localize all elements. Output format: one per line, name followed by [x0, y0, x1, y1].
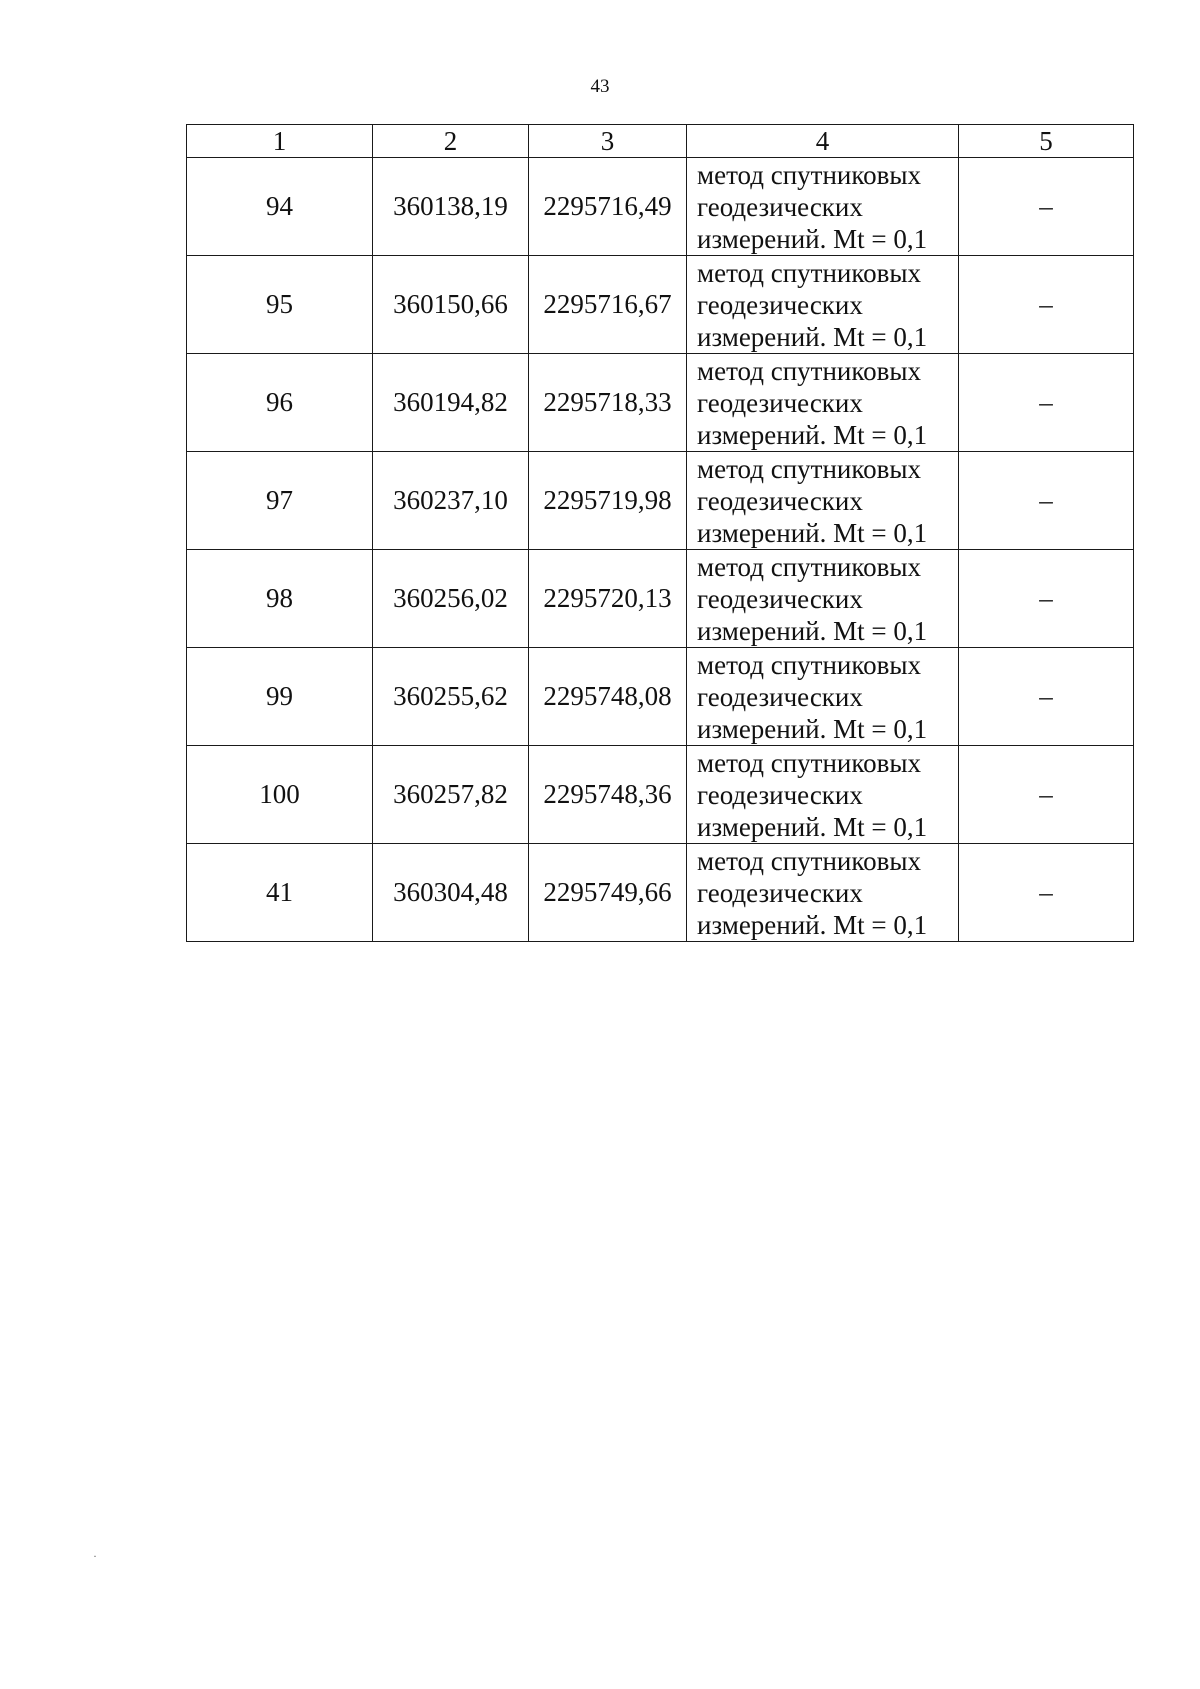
method-description	[687, 550, 959, 648]
method-line: метод спутниковых	[697, 845, 921, 876]
coordinate-y: 2295748,08	[529, 648, 687, 746]
method-line: измерений. Mt = 0,1	[697, 517, 928, 548]
method-line: измерений. Mt = 0,1	[697, 909, 928, 940]
note-dash: –	[959, 354, 1134, 452]
point-number: 96	[187, 354, 373, 452]
coordinate-y: 2295719,98	[529, 452, 687, 550]
method-line: геодезических	[697, 485, 863, 516]
method-line: геодезических	[697, 387, 863, 418]
table-row	[187, 354, 1134, 452]
method-line: метод спутниковых	[697, 355, 921, 386]
method-line: измерений. Mt = 0,1	[697, 811, 928, 842]
method-line: измерений. Mt = 0,1	[697, 223, 928, 254]
table-row	[187, 550, 1134, 648]
header-col-4: 4	[687, 125, 959, 158]
table-row	[187, 648, 1134, 746]
coordinate-y: 2295716,49	[529, 158, 687, 256]
coordinate-x: 360237,10	[373, 452, 529, 550]
point-number: 98	[187, 550, 373, 648]
header-col-5: 5	[959, 125, 1134, 158]
coordinate-y: 2295718,33	[529, 354, 687, 452]
point-number: 94	[187, 158, 373, 256]
method-line: метод спутниковых	[697, 551, 921, 582]
header-col-1: 1	[187, 125, 373, 158]
method-line: метод спутниковых	[697, 747, 921, 778]
method-line: измерений. Mt = 0,1	[697, 419, 928, 450]
coordinate-x: 360304,48	[373, 844, 529, 942]
method-line: измерений. Mt = 0,1	[697, 321, 928, 352]
note-dash: –	[959, 256, 1134, 354]
note-dash: –	[959, 550, 1134, 648]
note-dash: –	[959, 746, 1134, 844]
method-line: метод спутниковых	[697, 649, 921, 680]
method-line: геодезических	[697, 681, 863, 712]
note-dash: –	[959, 648, 1134, 746]
method-description	[687, 452, 959, 550]
note-dash: –	[959, 844, 1134, 942]
coordinate-x: 360257,82	[373, 746, 529, 844]
table-header-row	[187, 125, 1134, 158]
method-description	[687, 354, 959, 452]
coordinate-x: 360138,19	[373, 158, 529, 256]
method-description	[687, 256, 959, 354]
coordinate-y: 2295749,66	[529, 844, 687, 942]
point-number: 100	[187, 746, 373, 844]
coordinate-y: 2295720,13	[529, 550, 687, 648]
table-row	[187, 256, 1134, 354]
coordinate-x: 360256,02	[373, 550, 529, 648]
method-description	[687, 844, 959, 942]
method-line: метод спутниковых	[697, 257, 921, 288]
note-dash: –	[959, 452, 1134, 550]
point-number: 97	[187, 452, 373, 550]
scan-mark: ·	[93, 1549, 97, 1563]
table-row	[187, 844, 1134, 942]
coordinates-table	[186, 124, 1134, 942]
header-col-3: 3	[529, 125, 687, 158]
method-line: метод спутниковых	[697, 453, 921, 484]
method-description	[687, 158, 959, 256]
coordinate-x: 360255,62	[373, 648, 529, 746]
method-line: геодезических	[697, 191, 863, 222]
coordinate-y: 2295748,36	[529, 746, 687, 844]
method-line: геодезических	[697, 877, 863, 908]
coordinate-x: 360194,82	[373, 354, 529, 452]
method-line: измерений. Mt = 0,1	[697, 713, 928, 744]
table-row	[187, 452, 1134, 550]
table-row	[187, 746, 1134, 844]
method-line: геодезических	[697, 583, 863, 614]
point-number: 95	[187, 256, 373, 354]
method-description	[687, 746, 959, 844]
table-body	[187, 158, 1134, 942]
header-col-2: 2	[373, 125, 529, 158]
table-row	[187, 158, 1134, 256]
method-line: измерений. Mt = 0,1	[697, 615, 928, 646]
method-description	[687, 648, 959, 746]
coordinate-x: 360150,66	[373, 256, 529, 354]
page-number: 43	[590, 76, 610, 97]
method-line: геодезических	[697, 779, 863, 810]
point-number: 99	[187, 648, 373, 746]
method-line: геодезических	[697, 289, 863, 320]
method-line: метод спутниковых	[697, 159, 921, 190]
point-number: 41	[187, 844, 373, 942]
note-dash: –	[959, 158, 1134, 256]
coordinate-y: 2295716,67	[529, 256, 687, 354]
